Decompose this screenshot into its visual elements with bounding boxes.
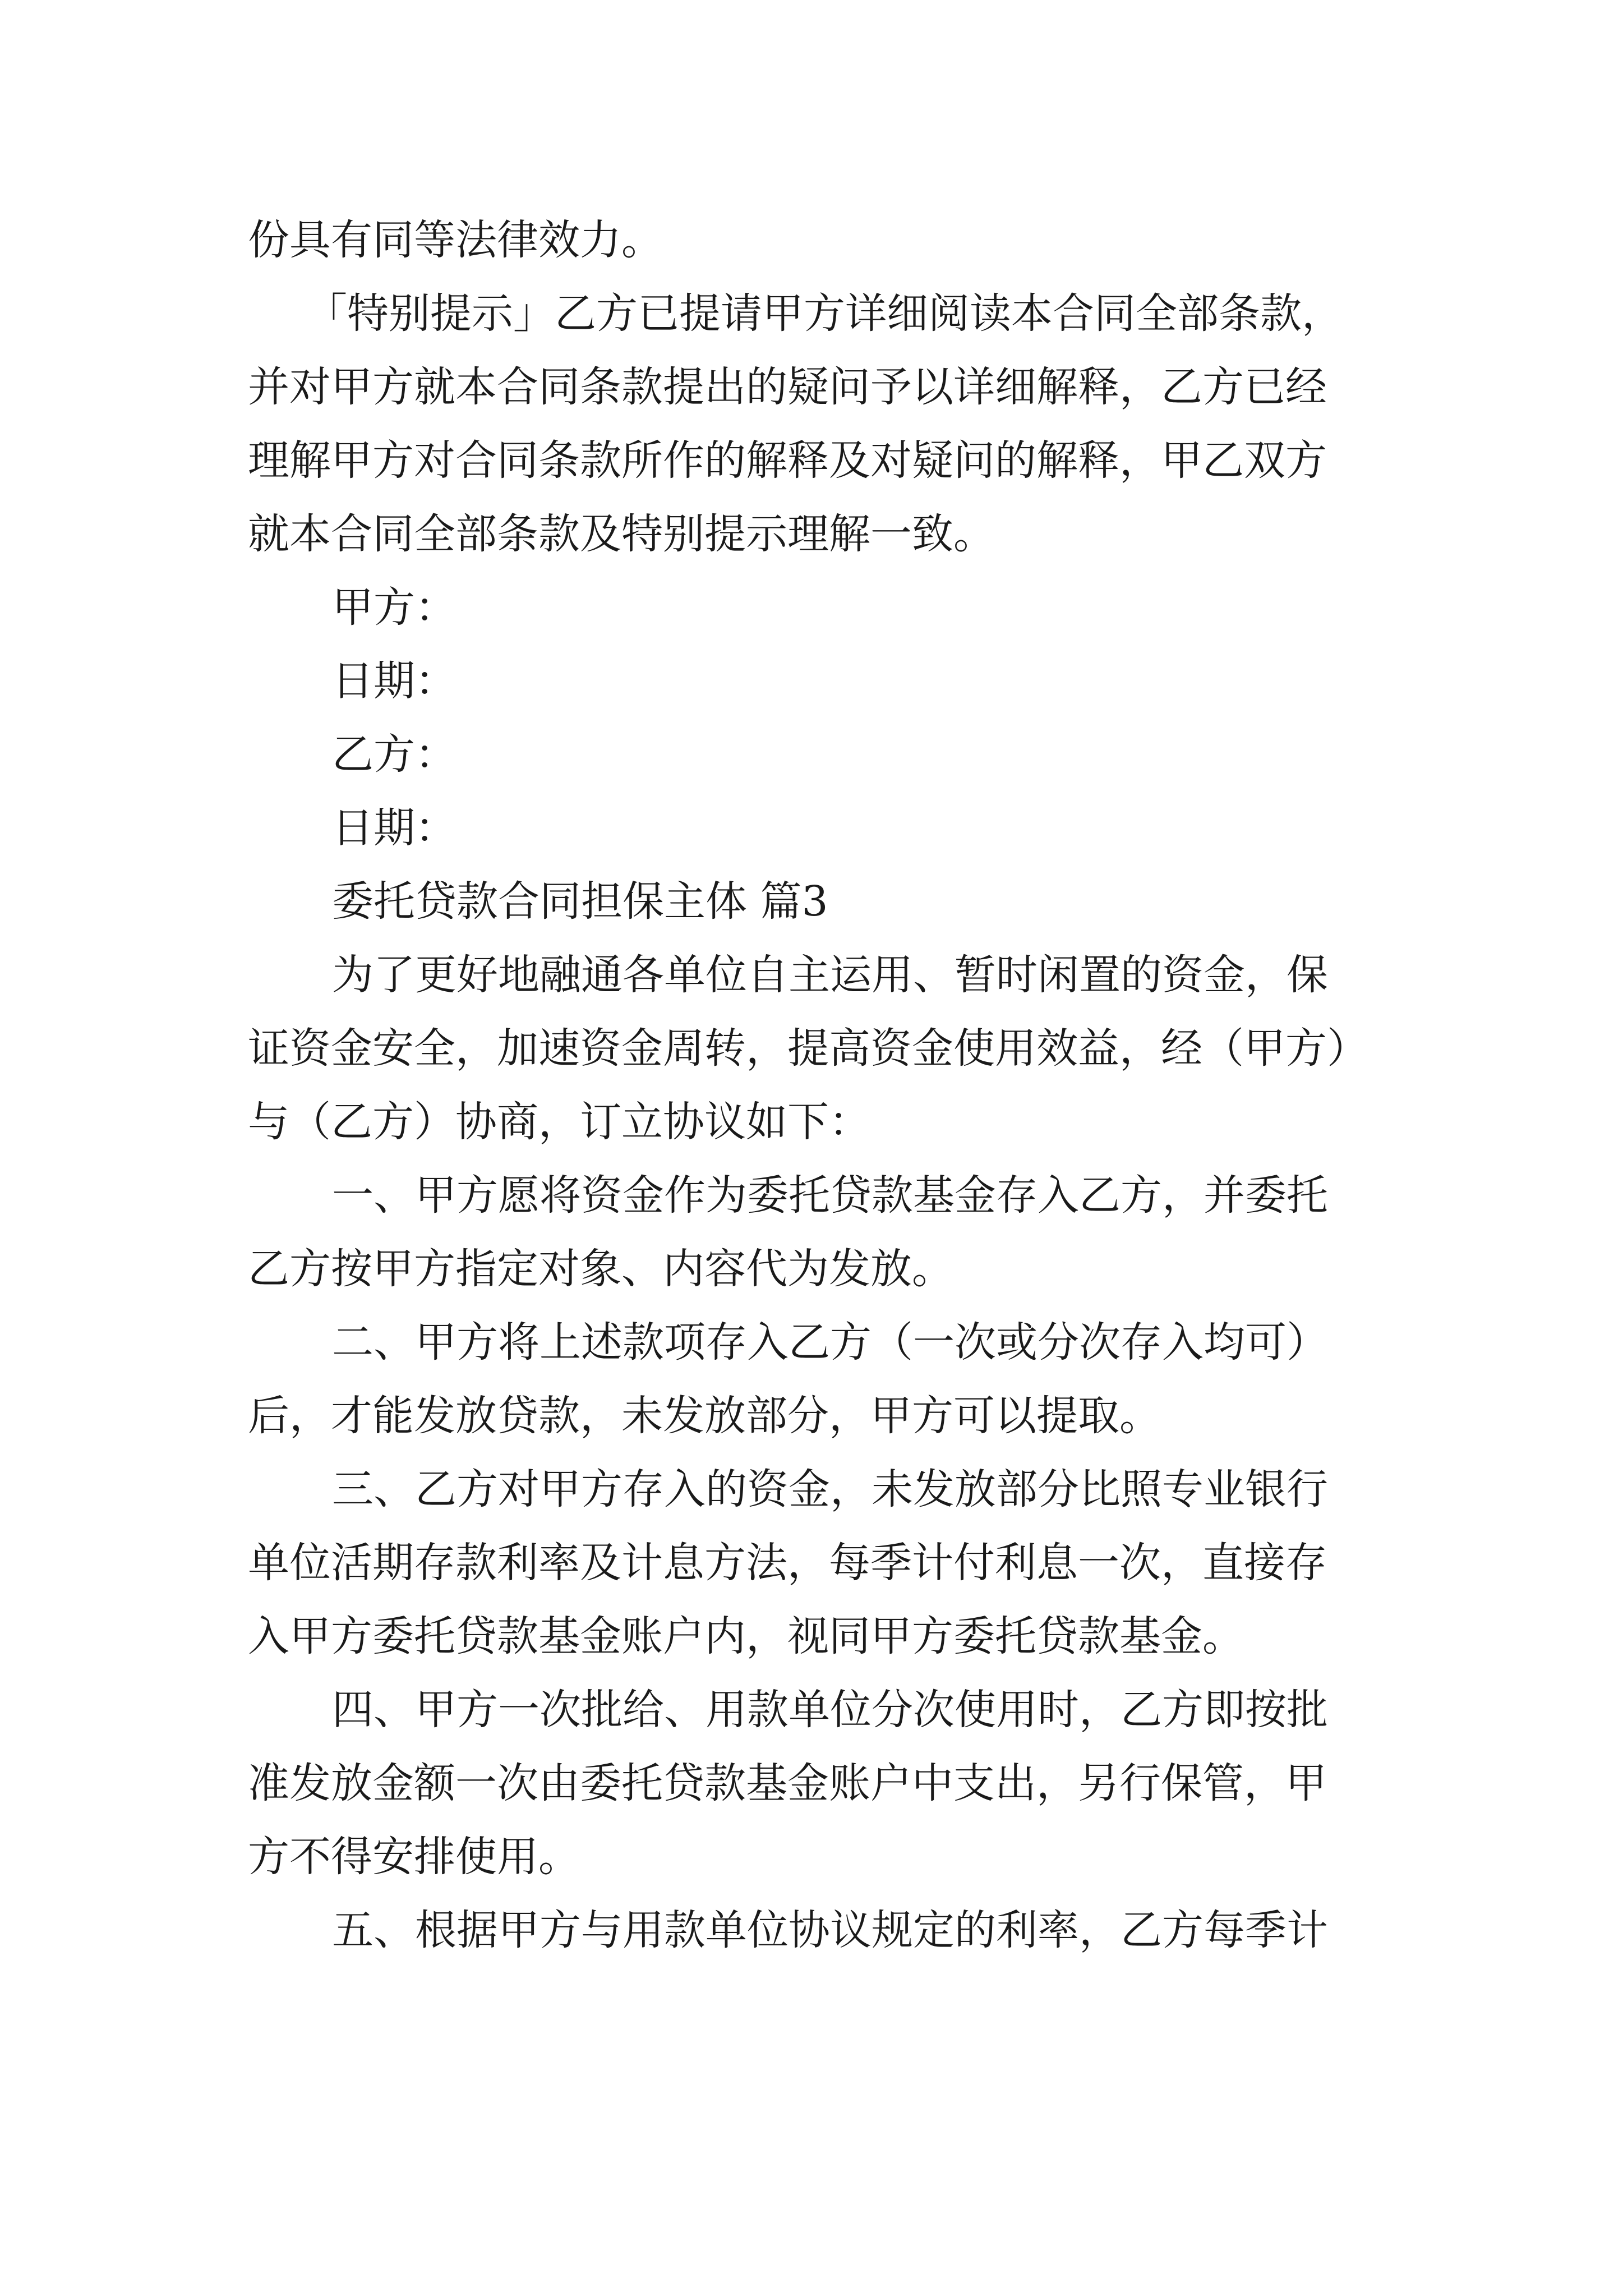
special-notice-line: 「特别提示」乙方已提请甲方详细阅读本合同全部条款，: [306, 289, 1343, 338]
paragraph-line: 与（乙方）协商，订立协议如下：: [248, 1098, 870, 1146]
paragraph-line: 方不得安排使用。: [248, 1833, 580, 1881]
paragraph-line: 就本合同全部条款及特别提示理解一致。: [248, 510, 995, 558]
clause-five-line: 五、根据甲方与用款单位协议规定的利率，乙方每季计: [332, 1906, 1328, 1954]
paragraph-line: 单位活期存款利率及计息方法，每季计付利息一次，直接存: [248, 1539, 1327, 1587]
clause-two-line: 二、甲方将上述款项存入乙方（一次或分次存入均可）: [332, 1318, 1328, 1366]
party-a-signature-label: 甲方：: [332, 583, 457, 632]
paragraph-line: 后，才能发放贷款，未发放部分，甲方可以提取。: [248, 1392, 1161, 1440]
party-b-signature-label: 乙方：: [332, 730, 457, 779]
paragraph-line: 理解甲方对合同条款所作的解释及对疑问的解释，甲乙双方: [248, 436, 1327, 485]
date-label: 日期：: [332, 804, 457, 852]
paragraph-line: 准发放金额一次由委托贷款基金账户中支出，另行保管，甲: [248, 1759, 1327, 1807]
paragraph-line: 乙方按甲方指定对象、内容代为发放。: [248, 1245, 953, 1293]
clause-three-line: 三、乙方对甲方存入的资金，未发放部分比照专业银行: [332, 1465, 1328, 1513]
section-heading: 委托贷款合同担保主体 篇3: [332, 877, 828, 926]
paragraph-line: 证资金安全，加速资金周转，提高资金使用效益，经（甲方）: [248, 1024, 1368, 1073]
paragraph-line: 份具有同等法律效力。: [248, 216, 663, 264]
paragraph-line: 入甲方委托贷款基金账户内，视同甲方委托贷款基金。: [248, 1612, 1244, 1660]
clause-one-line: 一、甲方愿将资金作为委托贷款基金存入乙方，并委托: [332, 1171, 1328, 1220]
clause-four-line: 四、甲方一次批给、用款单位分次使用时，乙方即按批: [332, 1686, 1328, 1734]
paragraph-line: 为了更好地融通各单位自主运用、暂时闲置的资金，保: [332, 951, 1328, 999]
paragraph-line: 并对甲方就本合同条款提出的疑问予以详细解释，乙方已经: [248, 363, 1327, 411]
date-label: 日期：: [332, 657, 457, 705]
